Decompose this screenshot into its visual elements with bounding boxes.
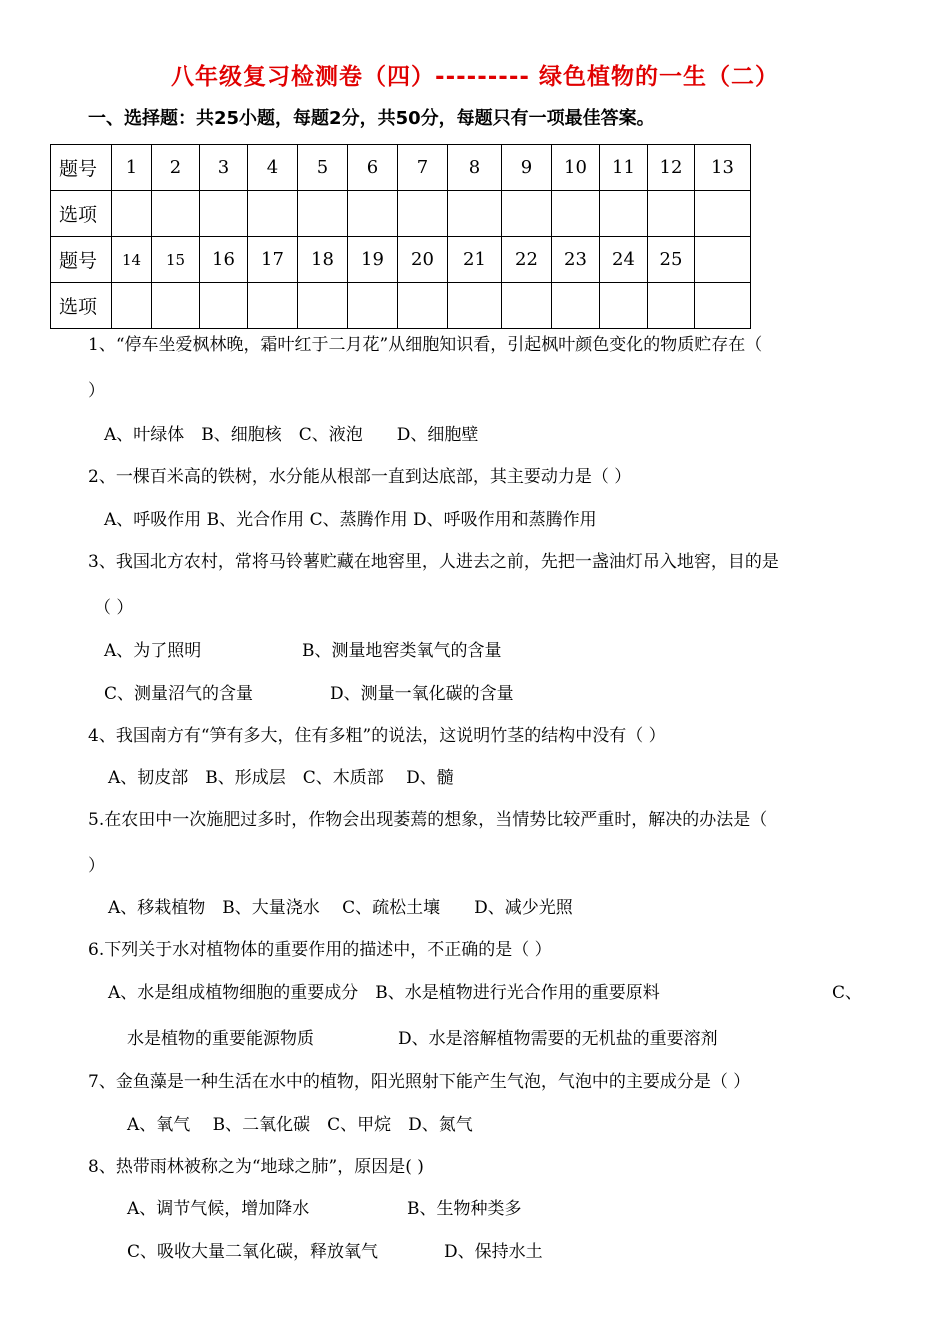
answer-cell[interactable] [448,191,502,237]
question-3-bracket: （ ） [94,598,134,618]
question-8-option-b: B、生物种类多 [407,1199,522,1219]
question-number: 16 [200,237,248,283]
answer-cell[interactable] [398,191,448,237]
answer-cell[interactable] [248,283,298,329]
question-3-stem: 3、我国北方农村，常将马铃薯贮藏在地窖里，人进去之前，先把一盏油灯吊入地窖，目的是 [88,552,779,572]
question-number: 3 [200,145,248,191]
question-6-option-d: D、水是溶解植物需要的无机盐的重要溶剂 [398,1029,718,1049]
question-3-option-a: A、为了照明 [104,641,202,661]
answer-cell[interactable] [552,283,600,329]
question-6-option-c: 水是植物的重要能源物质 [127,1029,314,1049]
answer-cell[interactable] [348,283,398,329]
question-number [695,237,751,283]
question-number: 2 [152,145,200,191]
answer-table [50,144,751,329]
question-5-stem: 5.在农田中一次施肥过多时，作物会出现萎蔫的想象，当情势比较严重时，解决的办法是（ [88,810,768,830]
answer-cell[interactable] [448,283,502,329]
answer-cell[interactable] [200,283,248,329]
question-number: 24 [600,237,648,283]
question-number: 25 [648,237,695,283]
answer-cell[interactable] [502,283,552,329]
question-number: 8 [448,145,502,191]
answer-cell[interactable] [112,191,152,237]
question-1-bracket: ） [88,381,105,401]
question-number: 18 [298,237,348,283]
table-row [51,191,751,237]
question-5-options: A、移栽植物 B、大量浇水 C、疏松土壤 D、减少光照 [108,898,573,918]
answer-cell[interactable] [648,283,695,329]
answer-cell[interactable] [200,191,248,237]
question-5-bracket: ） [88,856,105,876]
row-label-number: 题号 [51,237,112,283]
question-number: 19 [348,237,398,283]
question-number: 5 [298,145,348,191]
question-number: 4 [248,145,298,191]
table-row [51,237,751,283]
answer-cell[interactable] [600,191,648,237]
answer-cell[interactable] [298,283,348,329]
question-number: 23 [552,237,600,283]
question-8-option-a: A、调节气候，增加降水 [127,1199,310,1219]
answer-cell[interactable] [298,191,348,237]
page-title: 八年级复习检测卷（四）--------- 绿色植物的一生（二） [171,64,779,90]
question-number: 22 [502,237,552,283]
answer-cell[interactable] [112,283,152,329]
question-7-stem: 7、金鱼藻是一种生活在水中的植物，阳光照射下能产生气泡，气泡中的主要成分是（ ） [88,1072,751,1092]
question-3-option-c: C、测量沼气的含量 [104,684,254,704]
answer-cell[interactable] [152,191,200,237]
question-number: 17 [248,237,298,283]
answer-cell[interactable] [348,191,398,237]
question-6-option-c-label: C、 [832,983,863,1003]
question-number: 21 [448,237,502,283]
question-1-stem: 1、“停车坐爱枫林晚，霜叶红于二月花”从细胞知识看，引起枫叶颜色变化的物质贮存在（ [88,335,763,355]
question-2-stem: 2、一棵百米高的铁树，水分能从根部一直到达底部，其主要动力是（ ） [88,467,632,487]
question-6-options-ab: A、水是组成植物细胞的重要成分 B、水是植物进行光合作用的重要原料 [108,983,660,1003]
question-8-option-c: C、吸收大量二氧化碳，释放氧气 [127,1242,379,1262]
row-label-number: 题号 [51,145,112,191]
answer-cell[interactable] [398,283,448,329]
question-6-stem: 6.下列关于水对植物体的重要作用的描述中，不正确的是（ ） [88,940,552,960]
question-number: 7 [398,145,448,191]
question-number: 1 [112,145,152,191]
question-8-option-d: D、保持水土 [444,1242,543,1262]
question-4-options: A、韧皮部 B、形成层 C、木质部 D、髓 [108,768,454,788]
question-3-option-b: B、测量地窖类氧气的含量 [302,641,502,661]
answer-cell[interactable] [695,283,751,329]
question-number: 15 [152,237,200,283]
question-number: 14 [112,237,152,283]
table-row [51,145,751,191]
row-label-option: 选项 [51,191,112,237]
table-row [51,283,751,329]
answer-cell[interactable] [695,191,751,237]
question-1-options: A、叶绿体 B、细胞核 C、液泡 D、细胞壁 [104,425,479,445]
question-number: 12 [648,145,695,191]
question-2-options: A、呼吸作用 B、光合作用 C、蒸腾作用 D、呼吸作用和蒸腾作用 [104,510,597,530]
question-3-option-d: D、测量一氧化碳的含量 [330,684,514,704]
answer-cell[interactable] [552,191,600,237]
question-8-stem: 8、热带雨林被称之为“地球之肺”，原因是( ) [88,1157,424,1177]
row-label-option: 选项 [51,283,112,329]
question-number: 20 [398,237,448,283]
question-number: 6 [348,145,398,191]
question-number: 9 [502,145,552,191]
section-heading: 一、选择题：共25小题，每题2分，共50分，每题只有一项最佳答案。 [88,108,655,129]
answer-cell[interactable] [648,191,695,237]
question-7-options: A、氧气 B、二氧化碳 C、甲烷 D、氮气 [127,1115,473,1135]
question-4-stem: 4、我国南方有“笋有多大，住有多粗”的说法，这说明竹茎的结构中没有（ ） [88,726,666,746]
question-number: 11 [600,145,648,191]
answer-cell[interactable] [248,191,298,237]
question-number: 10 [552,145,600,191]
answer-cell[interactable] [502,191,552,237]
question-number: 13 [695,145,751,191]
answer-cell[interactable] [600,283,648,329]
answer-cell[interactable] [152,283,200,329]
